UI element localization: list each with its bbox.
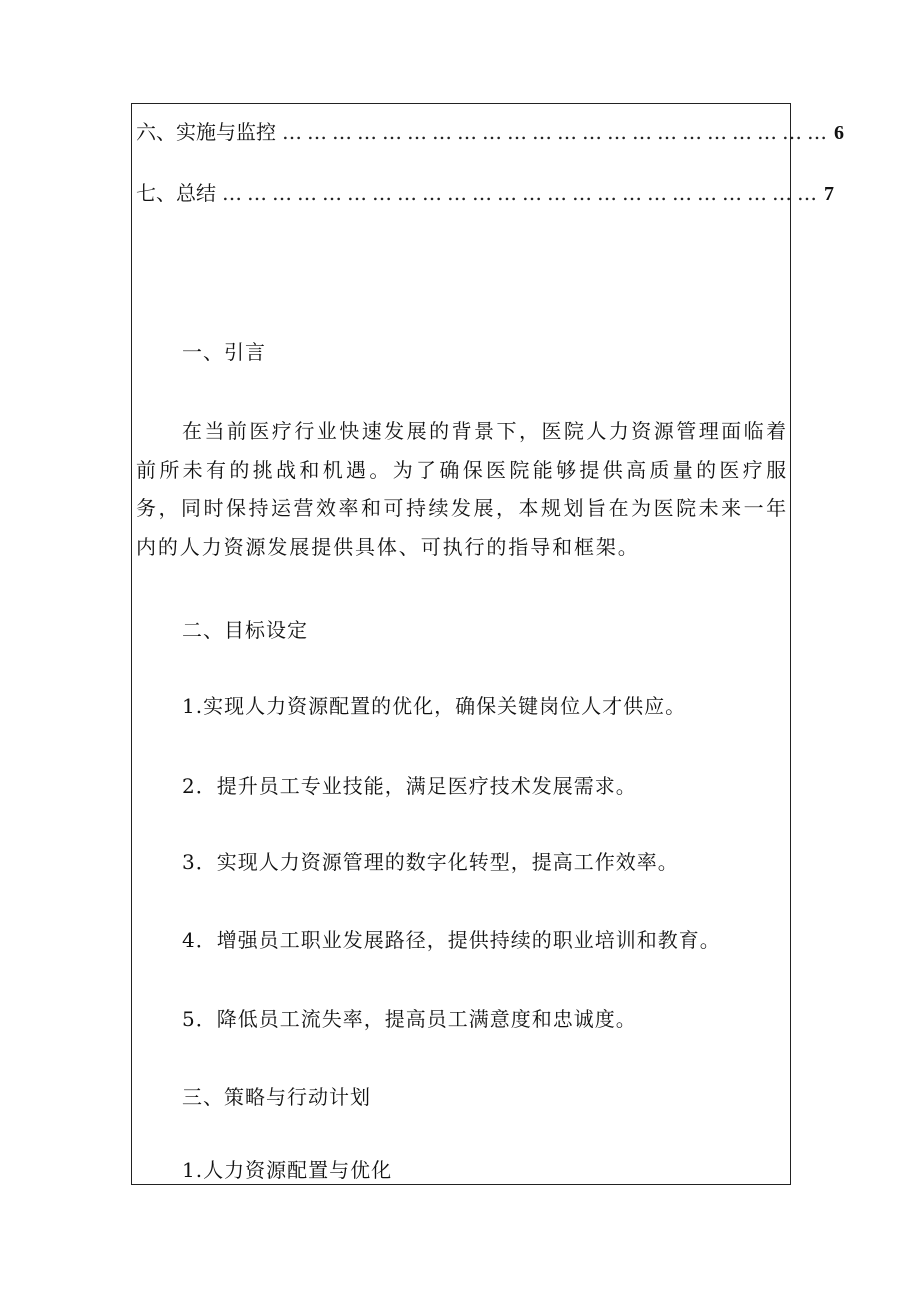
goal-item: 2．提升员工专业技能，满足医疗技术发展需求。 — [182, 774, 637, 798]
strategy-item: 1.人力资源配置与优化 — [182, 1158, 393, 1182]
document-frame — [131, 103, 844, 1185]
toc-page-number: 7 — [824, 183, 834, 205]
toc-entry-title: 六、实施与监控 — [136, 120, 276, 144]
section-heading: 二、目标设定 — [182, 618, 308, 642]
toc-page-number: 6 — [834, 122, 844, 144]
section-heading: 三、策略与行动计划 — [182, 1085, 371, 1109]
goal-item: 1.实现人力资源配置的优化，确保关键岗位人才供应。 — [182, 694, 687, 718]
intro-paragraph: 在当前医疗行业快速发展的背景下，医院人力资源管理面临着前所未有的挑战和机遇。为了确保医院能够提供高质量的医疗服务，同时保持运营效率和可持续发展，本规划旨在为医院未来一年内的人力资源发展提供具体、可执行的指导和框架。 — [136, 419, 788, 559]
goal-item: 4．增强员工职业发展路径，提供持续的职业培训和教育。 — [182, 928, 721, 952]
toc-entry-title: 七、总结 — [136, 181, 216, 205]
section-heading: 一、引言 — [182, 340, 266, 364]
toc-leader-dots: ………………………………………………………… — [282, 120, 832, 144]
goal-item: 3．实现人力资源管理的数字化转型，提高工作效率。 — [182, 850, 679, 874]
goal-item: 5．降低员工流失率，提高员工满意度和忠诚度。 — [182, 1007, 637, 1031]
toc-leader-dots: ……………………………………………………………… — [222, 181, 822, 205]
toc-entry[interactable] — [136, 120, 844, 145]
toc-entry[interactable] — [136, 181, 834, 206]
